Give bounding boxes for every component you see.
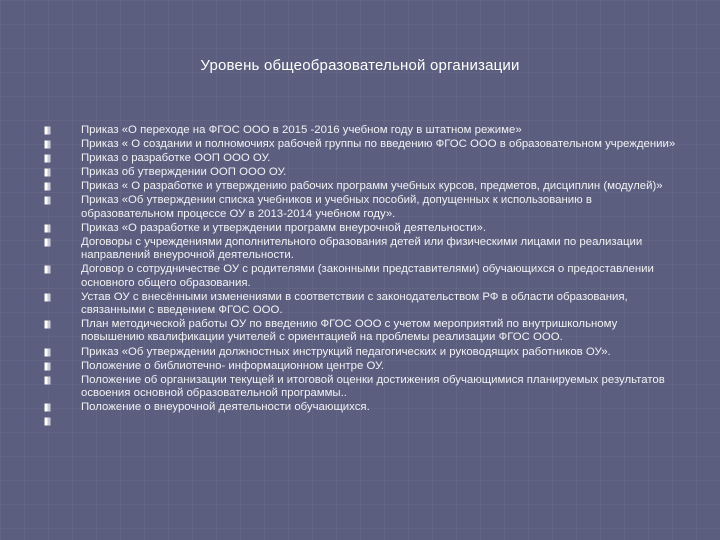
square-bullet-icon: [44, 265, 51, 274]
square-bullet-icon: [44, 362, 51, 371]
list-item: [44, 138, 676, 151]
square-bullet-icon: [44, 140, 51, 149]
list-item: [44, 360, 676, 373]
square-bullet-icon: [44, 348, 51, 357]
list-item: [44, 222, 676, 235]
list-item-text: Положение об организации текущей и итоговой оценки достижения обучающимися планируемых результатов освоения основной образовательной программы..: [81, 373, 665, 399]
list-item: [44, 263, 676, 290]
square-bullet-icon: [44, 182, 51, 191]
square-bullet-icon: [44, 196, 51, 205]
square-bullet-icon: [44, 126, 51, 135]
square-bullet-icon: [44, 417, 51, 426]
list-item: [44, 374, 676, 401]
list-item-text: Приказ «Об утверждении списка учебников и учебных пособий, допущенных к использованию в образовательном процессе ОУ в 2013-2014 учебном году».: [81, 194, 592, 220]
square-bullet-icon: [44, 154, 51, 163]
list-item: [44, 415, 676, 428]
list-item-text: План методической работы ОУ по введению ФГОС ООО с учетом мероприятий по внутришкольному повышению квалификации учителей с ориентацией на проблемы реализации ФГОС ООО.: [81, 318, 618, 344]
bullet-list: [44, 124, 676, 429]
square-bullet-icon: [44, 238, 51, 247]
list-item-text: Приказ «О разработке и утверждении программ внеурочной деятельности».: [81, 221, 487, 234]
list-item-text: Договоры с учреждениями дополнительного образования детей или физическими лицами по реализации направлений внеурочной деятельности.: [81, 235, 643, 262]
list-item: [44, 346, 676, 359]
slide-title: Уровень общеобразовательной организации: [200, 57, 520, 74]
square-bullet-icon: [44, 293, 51, 302]
list-item-text: Договор о сотрудничестве ОУ с родителями (законными представителями) обучающихся о предоставлении основного общего образования.: [81, 263, 654, 289]
list-item-text: Положение о внеурочной деятельности обучающихся.: [81, 401, 370, 414]
list-item-text: Приказ «Об утверждении должностных инструкций педагогических и руководящих работников ОУ».: [81, 345, 611, 358]
square-bullet-icon: [44, 403, 51, 412]
list-item-text: Приказ « О разработке и утверждению рабочих программ учебных курсов, предметов, дисциплин (модулей)»: [81, 180, 663, 193]
square-bullet-icon: [44, 376, 51, 385]
list-item-text: Приказ « О создании и полномочиях рабочей группы по введению ФГОС ООО в образовательном учреждении»: [81, 138, 676, 151]
square-bullet-icon: [44, 320, 51, 329]
list-item-text: Приказ об утверждении ООП ООО ОУ.: [81, 166, 287, 179]
list-item: [44, 152, 676, 165]
list-item: [44, 180, 676, 193]
list-item: [44, 194, 676, 221]
list-item: [44, 124, 676, 137]
square-bullet-icon: [44, 168, 51, 177]
list-item: [44, 318, 676, 345]
list-item-text: Положение о библиотечно- информационном центре ОУ.: [81, 359, 384, 372]
list-item: [44, 291, 676, 318]
list-item-text: Устав ОУ с внесёнными изменениями в соответствии с законодательством РФ в области образования, связанными с введением ФГОС ООО.: [81, 290, 628, 317]
list-item: [44, 401, 676, 414]
list-item: [44, 166, 676, 179]
list-item-text: Приказ о разработке ООП ООО ОУ.: [81, 152, 271, 165]
list-item-text: Приказ «О переходе на ФГОС ООО в 2015 -2016 учебном году в штатном режиме»: [81, 124, 522, 136]
square-bullet-icon: [44, 224, 51, 233]
list-item: [44, 236, 676, 263]
